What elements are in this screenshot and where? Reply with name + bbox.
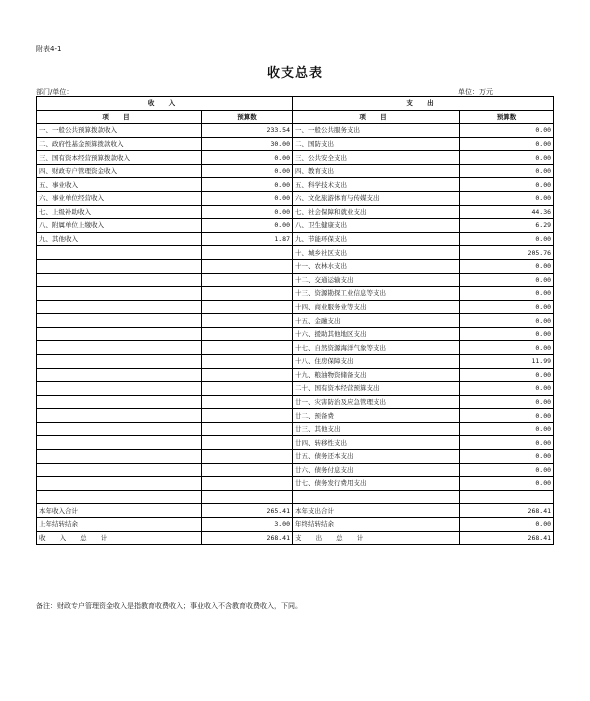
empty-cell <box>37 490 202 504</box>
expense-value-cell: 11.99 <box>460 354 554 368</box>
empty-cell <box>202 422 293 436</box>
empty-cell <box>37 273 202 287</box>
empty-cell <box>202 327 293 341</box>
carry-out-label: 年终结转结余 <box>293 517 460 531</box>
carry-in-value: 3.00 <box>202 517 293 531</box>
expense-item-cell: 三、公共安全支出 <box>293 151 460 165</box>
income-year-value: 265.41 <box>202 504 293 518</box>
table-row <box>37 314 554 328</box>
table-row <box>37 354 554 368</box>
expense-item-cell: 十四、商业服务业等支出 <box>293 300 460 314</box>
empty-cell <box>37 368 202 382</box>
expense-value-cell: 0.00 <box>460 151 554 165</box>
income-item-cell: 九、其他收入 <box>37 232 202 246</box>
empty-cell <box>202 450 293 464</box>
expense-item-cell: 七、社会保障和就业支出 <box>293 205 460 219</box>
table-body <box>37 124 554 491</box>
expense-value-cell: 0.00 <box>460 232 554 246</box>
income-item-cell: 一、一般公共预算拨款收入 <box>37 124 202 138</box>
expense-section-header: 支 出 <box>293 97 554 111</box>
expense-value-cell: 0.00 <box>460 327 554 341</box>
expense-item-cell: 六、文化旅游体育与传媒支出 <box>293 192 460 206</box>
empty-cell <box>202 477 293 491</box>
carryover-row <box>37 517 554 531</box>
expense-item-cell: 廿七、债务发行费用支出 <box>293 477 460 491</box>
table-row <box>37 219 554 233</box>
table-row <box>37 246 554 260</box>
expense-value-cell: 0.00 <box>460 436 554 450</box>
table-section-header-row <box>37 97 554 111</box>
income-value-cell: 0.00 <box>202 164 293 178</box>
empty-cell <box>37 341 202 355</box>
empty-cell <box>202 490 293 504</box>
empty-cell <box>202 259 293 273</box>
table-row <box>37 137 554 151</box>
empty-cell <box>37 450 202 464</box>
empty-cell <box>202 409 293 423</box>
expense-item-header: 项 目 <box>293 110 460 124</box>
expense-item-cell: 廿六、债务付息支出 <box>293 463 460 477</box>
expense-item-cell: 八、卫生健康支出 <box>293 219 460 233</box>
empty-cell <box>37 395 202 409</box>
table-row <box>37 436 554 450</box>
table-row <box>37 287 554 301</box>
expense-total-label: 支 出 总 计 <box>293 531 460 545</box>
expense-item-cell: 十二、交通运输支出 <box>293 273 460 287</box>
empty-cell <box>202 368 293 382</box>
expense-value-cell: 0.00 <box>460 287 554 301</box>
table-row <box>37 409 554 423</box>
empty-cell <box>202 287 293 301</box>
table-row <box>37 327 554 341</box>
expense-value-cell: 0.00 <box>460 450 554 464</box>
empty-cell <box>202 354 293 368</box>
spacer-row <box>37 490 554 504</box>
department-label: 部门/单位： <box>36 88 74 96</box>
income-item-cell: 八、附属单位上缴收入 <box>37 219 202 233</box>
empty-cell <box>37 259 202 273</box>
expense-value-cell: 6.29 <box>460 219 554 233</box>
empty-cell <box>202 436 293 450</box>
table-row <box>37 273 554 287</box>
page-title: 收支总表 <box>266 66 323 81</box>
income-value-cell: 30.00 <box>202 137 293 151</box>
table-row <box>37 395 554 409</box>
expense-value-cell: 0.00 <box>460 164 554 178</box>
expense-value-cell: 0.00 <box>460 477 554 491</box>
income-value-cell: 0.00 <box>202 205 293 219</box>
expense-item-cell: 廿一、灾害防治及应急管理支出 <box>293 395 460 409</box>
table-row <box>37 178 554 192</box>
income-expense-table <box>36 96 554 545</box>
income-item-header: 项 目 <box>37 110 202 124</box>
expense-item-cell: 廿三、其他支出 <box>293 422 460 436</box>
expense-item-cell: 廿四、转移性支出 <box>293 436 460 450</box>
table-row <box>37 124 554 138</box>
expense-value-cell: 0.00 <box>460 192 554 206</box>
income-value-cell: 1.87 <box>202 232 293 246</box>
table-row <box>37 477 554 491</box>
table-totals <box>37 490 554 544</box>
expense-item-cell: 十五、金融支出 <box>293 314 460 328</box>
table-row <box>37 192 554 206</box>
expense-item-cell: 十八、住房保障支出 <box>293 354 460 368</box>
expense-value-cell: 0.00 <box>460 409 554 423</box>
expense-item-cell: 廿五、债务还本支出 <box>293 450 460 464</box>
income-item-cell: 四、财政专户管理资金收入 <box>37 164 202 178</box>
expense-item-cell: 十七、自然资源海洋气象等支出 <box>293 341 460 355</box>
empty-cell <box>37 314 202 328</box>
expense-value-cell: 205.76 <box>460 246 554 260</box>
income-item-cell: 三、国有资本经营预算拨款收入 <box>37 151 202 165</box>
empty-cell <box>37 327 202 341</box>
expense-value-cell: 0.00 <box>460 422 554 436</box>
table-row <box>37 368 554 382</box>
table-row <box>37 463 554 477</box>
empty-cell <box>37 354 202 368</box>
expense-item-cell: 二十、国有资本经营预算支出 <box>293 382 460 396</box>
income-value-cell: 0.00 <box>202 192 293 206</box>
expense-item-cell: 九、节能环保支出 <box>293 232 460 246</box>
income-total-value: 268.41 <box>202 531 293 545</box>
income-item-cell: 五、事业收入 <box>37 178 202 192</box>
empty-cell <box>202 314 293 328</box>
empty-cell <box>37 477 202 491</box>
empty-cell <box>202 395 293 409</box>
expense-value-cell: 0.00 <box>460 382 554 396</box>
carry-out-value: 0.00 <box>460 517 554 531</box>
income-value-cell: 233.54 <box>202 124 293 138</box>
footnote: 备注：财政专户管理资金收入是指教育收费收入；事业收入不含教育收费收入，下同。 <box>36 602 302 610</box>
table-row <box>37 164 554 178</box>
empty-cell <box>293 490 460 504</box>
expense-value-cell: 0.00 <box>460 300 554 314</box>
income-item-cell: 七、上级补助收入 <box>37 205 202 219</box>
income-item-cell: 六、事业单位经营收入 <box>37 192 202 206</box>
expense-value-cell: 0.00 <box>460 259 554 273</box>
expense-budget-header: 预算数 <box>460 110 554 124</box>
expense-value-cell: 0.00 <box>460 341 554 355</box>
empty-cell <box>37 463 202 477</box>
year-total-row <box>37 504 554 518</box>
table-row <box>37 300 554 314</box>
expense-item-cell: 五、科学技术支出 <box>293 178 460 192</box>
expense-value-cell: 0.00 <box>460 273 554 287</box>
expense-value-cell: 0.00 <box>460 178 554 192</box>
table-row <box>37 232 554 246</box>
expense-item-cell: 十、城乡社区支出 <box>293 246 460 260</box>
expense-item-cell: 廿二、预备费 <box>293 409 460 423</box>
expense-item-cell: 四、教育支出 <box>293 164 460 178</box>
expense-total-value: 268.41 <box>460 531 554 545</box>
table-row <box>37 422 554 436</box>
annex-label: 附表4-1 <box>36 45 62 53</box>
empty-cell <box>202 382 293 396</box>
carry-in-label: 上年结转结余 <box>37 517 202 531</box>
income-year-label: 本年收入合计 <box>37 504 202 518</box>
table-row <box>37 450 554 464</box>
unit-label: 单位：万元 <box>458 88 493 96</box>
expense-value-cell: 0.00 <box>460 137 554 151</box>
expense-year-label: 本年支出合计 <box>293 504 460 518</box>
expense-value-cell: 44.36 <box>460 205 554 219</box>
expense-value-cell: 0.00 <box>460 368 554 382</box>
table-row <box>37 259 554 273</box>
empty-cell <box>202 463 293 477</box>
expense-value-cell: 0.00 <box>460 395 554 409</box>
table-row <box>37 382 554 396</box>
table-row <box>37 341 554 355</box>
income-item-cell: 二、政府性基金预算拨款收入 <box>37 137 202 151</box>
expense-item-cell: 十三、资源勘探工业信息等支出 <box>293 287 460 301</box>
empty-cell <box>37 382 202 396</box>
expense-item-cell: 十六、援助其他地区支出 <box>293 327 460 341</box>
empty-cell <box>37 436 202 450</box>
empty-cell <box>202 246 293 260</box>
grand-total-row <box>37 531 554 545</box>
expense-item-cell: 一、一般公共服务支出 <box>293 124 460 138</box>
empty-cell <box>37 300 202 314</box>
income-budget-header: 预算数 <box>202 110 293 124</box>
income-section-header: 收 入 <box>37 97 293 111</box>
table-column-header-row <box>37 110 554 124</box>
expense-year-value: 268.41 <box>460 504 554 518</box>
income-value-cell: 0.00 <box>202 219 293 233</box>
table-row <box>37 205 554 219</box>
empty-cell <box>37 409 202 423</box>
table-row <box>37 151 554 165</box>
empty-cell <box>37 422 202 436</box>
expense-item-cell: 二、国防支出 <box>293 137 460 151</box>
expense-item-cell: 十九、粮油物资储备支出 <box>293 368 460 382</box>
empty-cell <box>460 490 554 504</box>
expense-value-cell: 0.00 <box>460 124 554 138</box>
empty-cell <box>37 246 202 260</box>
income-value-cell: 0.00 <box>202 151 293 165</box>
empty-cell <box>202 300 293 314</box>
expense-value-cell: 0.00 <box>460 314 554 328</box>
income-value-cell: 0.00 <box>202 178 293 192</box>
empty-cell <box>202 273 293 287</box>
expense-item-cell: 十一、农林水支出 <box>293 259 460 273</box>
empty-cell <box>37 287 202 301</box>
income-total-label: 收 入 总 计 <box>37 531 202 545</box>
empty-cell <box>202 341 293 355</box>
expense-value-cell: 0.00 <box>460 463 554 477</box>
